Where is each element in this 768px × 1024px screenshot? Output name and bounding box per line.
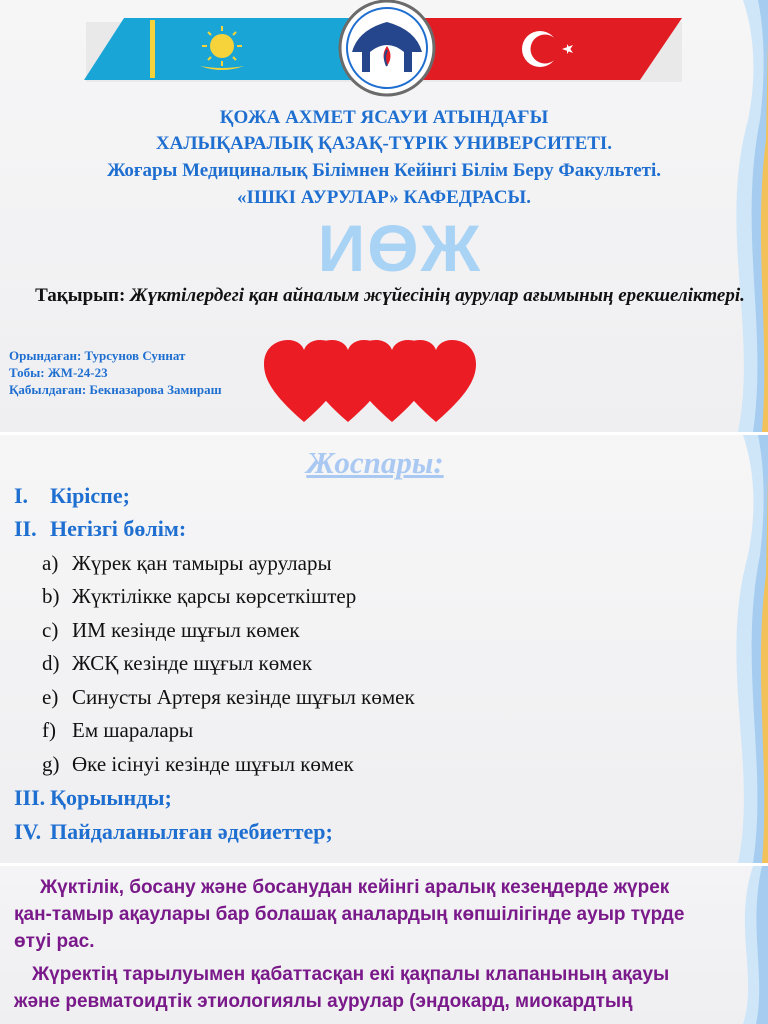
paragraph-2-line-2: және ревматоидтік этиологиялы аурулар (эндокард, миокардтың bbox=[14, 991, 633, 1012]
text-slide bbox=[0, 866, 768, 1024]
paragraph-1-line-1: Жүктілік, босану және босанудан кейінгі аралық кезеңдерде жүрек bbox=[40, 877, 670, 898]
plan-subitem-b: b) Жүктілікке қарсы көрсеткіштер bbox=[42, 584, 357, 608]
plan-section-1: I. Кіріспе; bbox=[14, 483, 130, 508]
kazakhstan-flag-icon bbox=[84, 18, 372, 80]
plan-section-2: II. Негізгі бөлім: bbox=[14, 516, 187, 541]
plan-subitem-f: f) Ем шаралары bbox=[42, 718, 194, 742]
topic-text: Жүктілердегі қан айналым жүйесінің аурулар ағымының ерекшеліктері. bbox=[130, 285, 745, 306]
group-line: Тобы: ЖМ-24-23 bbox=[9, 365, 108, 380]
plan-subitem-g: g) Өке ісінуі кезінде шұғыл көмек bbox=[42, 752, 354, 776]
performer-line: Орындаған: Турсунов Суннат bbox=[9, 348, 186, 363]
plan-section-3: III. Қорыынды; bbox=[14, 785, 172, 810]
university-name-line1: ҚОЖА АХМЕТ ЯСАУИ АТЫНДАҒЫ bbox=[219, 107, 549, 128]
title-slide bbox=[0, 0, 768, 432]
plan-subitem-e: e) Синусты Артеря кезінде шұғыл көмек bbox=[42, 685, 415, 709]
plan-subitem-a: a) Жүрек қан тамыры аурулары bbox=[42, 551, 332, 575]
accepted-line: Қабылдаған: Бекназарова Замираш bbox=[9, 382, 222, 397]
big-title: ИӨЖ bbox=[317, 211, 483, 285]
paragraph-1-line-3: өтуі рас. bbox=[14, 931, 95, 952]
plan-section-4: IV. Пайдаланылған әдебиеттер; bbox=[14, 819, 333, 844]
flags-banner bbox=[0, 0, 768, 110]
topic bbox=[30, 282, 750, 310]
decorative-wave-right bbox=[698, 435, 768, 863]
faculty-name: Жоғары Медициналық Білімнен Кейінгі Білім Беру Факультеті. bbox=[106, 160, 662, 181]
hearts-decoration-icon bbox=[264, 338, 476, 428]
plan-subitem-c: c) ИМ кезінде шұғыл көмек bbox=[42, 618, 300, 642]
plan-slide bbox=[0, 435, 768, 863]
plan-subitem-d: d) ЖСҚ кезінде шұғыл көмек bbox=[42, 651, 313, 675]
paragraph-1-line-2: қан-тамыр ақаулары бар болашақ аналардың көпшілігінде ауыр түрде bbox=[14, 904, 685, 925]
plan-title: Жоспары: bbox=[306, 445, 444, 480]
topic-label: Тақырып: bbox=[35, 285, 126, 306]
university-logo-icon bbox=[340, 1, 434, 95]
turkey-flag-icon bbox=[396, 18, 682, 80]
department-name: «ІШКІ АУРУЛАР» КАФЕДРАСЫ. bbox=[237, 187, 531, 208]
paragraph-2-line-1: Жүректің тарылуымен қабаттасқан екі қақпалы клапанының ақауы bbox=[32, 964, 670, 985]
university-name-line2: ХАЛЫҚАРАЛЫҚ ҚАЗАҚ-ТҮРІК УНИВЕРСИТЕТІ. bbox=[155, 133, 613, 154]
